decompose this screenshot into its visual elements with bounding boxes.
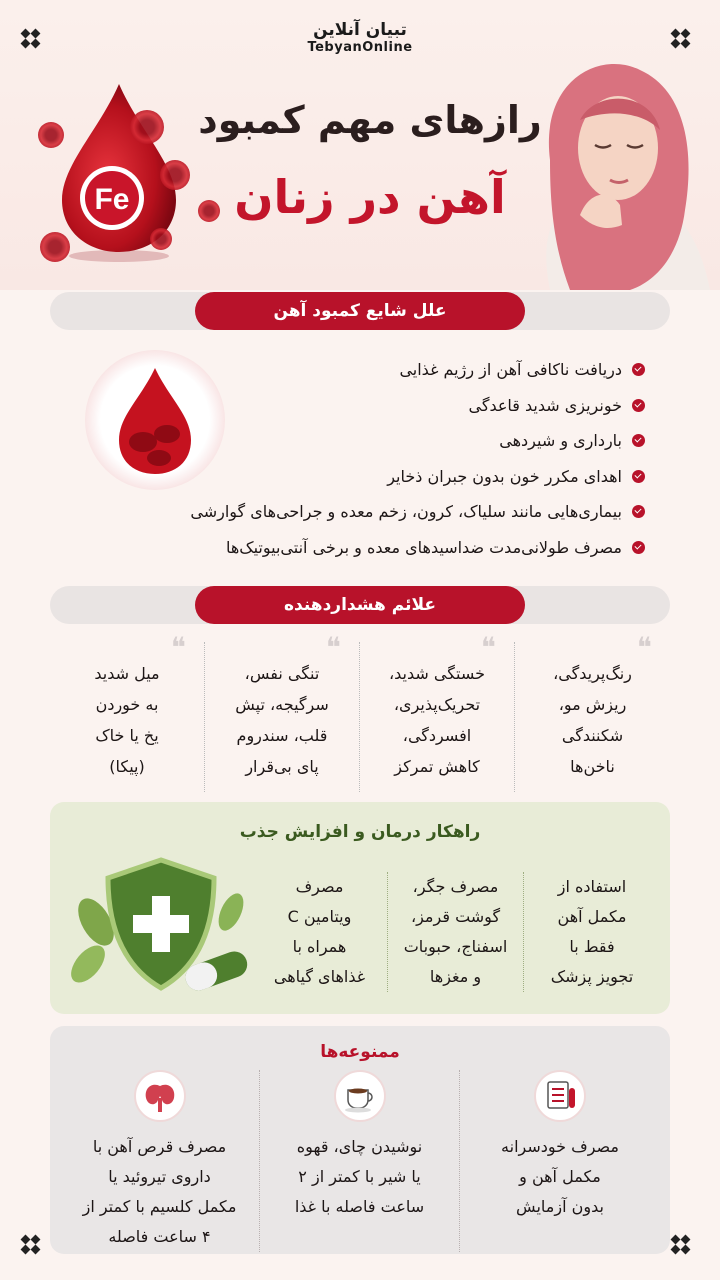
warning-sign-item: [50, 631, 205, 792]
causes-heading: علل شایع کمبود آهن: [195, 292, 525, 330]
warning-sign-text: تنگی نفس، سرگیجه، تپش قلب، سندروم پای بی‌قرار: [235, 664, 329, 776]
checklist-test-tube-icon: [534, 1070, 586, 1122]
forbidden-item: [460, 1070, 660, 1252]
list-item: [75, 388, 645, 424]
forbidden-item: [260, 1070, 460, 1252]
fe-symbol: Fe: [94, 183, 130, 216]
treatment-item: مصرف جگر، گوشت قرمز، اسفناج، حبوبات و مغزها: [388, 872, 524, 992]
thyroid-icon: [134, 1070, 186, 1122]
warning-sign-text: رنگ‌پریدگی، ریزش مو، شکنندگی ناخن‌ها: [553, 664, 632, 776]
red-blood-cell-icon: [150, 228, 172, 250]
cause-text: اهدای مکرر خون بدون جبران ذخایر: [387, 466, 622, 486]
list-item: [75, 530, 645, 566]
brand-name-fa: تبیان آنلاین: [313, 20, 407, 40]
warning-sign-item: [205, 631, 360, 792]
forbidden-heading: ممنوعه‌ها: [320, 1042, 400, 1062]
causes-section-bar: [50, 292, 670, 330]
red-blood-cell-icon: [40, 232, 70, 262]
page-title-line1: رازهای مهم کمبود: [198, 98, 542, 142]
forbidden-list: [60, 1070, 660, 1252]
list-item: [75, 494, 645, 530]
treatment-item: استفاده از مکمل آهن فقط با تجویز پزشک: [550, 877, 634, 986]
warning-sign-text: میل شدید به خوردن یخ یا خاک (پیکا): [94, 664, 160, 776]
list-item: [75, 423, 645, 459]
forbidden-text: مصرف قرص آهن با داروی تیروئید یا مکمل کلسیم با کمتر از ۴ ساعت فاصله: [82, 1137, 237, 1246]
check-bullet-icon: [632, 541, 645, 554]
quote-mark-icon: ❝: [170, 631, 186, 664]
forbidden-item: [60, 1070, 260, 1252]
cause-text: مصرف طولانی‌مدت ضداسیدهای معده و برخی آنتی‌بیوتیک‌ها: [225, 537, 622, 557]
list-item: [75, 352, 645, 388]
brand-name-en: TebyanOnline: [307, 40, 413, 55]
warning-sign-item: [515, 631, 670, 792]
cause-text: دریافت ناکافی آهن از رژیم غذایی: [399, 360, 622, 380]
quote-mark-icon: ❝: [636, 631, 652, 664]
header-banner: [0, 0, 720, 290]
list-item: [75, 459, 645, 495]
page-title-line2: آهن در زنان: [234, 170, 506, 224]
warning-sign-text: خستگی شدید، تحریک‌پذیری، افسردگی، کاهش تمرکز: [388, 664, 486, 776]
treatment-heading: راهکار درمان و افزایش جذب: [239, 822, 481, 842]
warnings-section-bar: [50, 586, 670, 624]
cause-text: بارداری و شیردهی: [499, 431, 622, 451]
corner-ornament-icon: [22, 30, 48, 56]
warnings-heading: علائم هشداردهنده: [195, 586, 525, 624]
woman-illustration: [510, 40, 710, 290]
warning-sign-item: [360, 631, 515, 792]
quote-mark-icon: ❝: [480, 631, 496, 664]
treatment-list: [250, 872, 660, 992]
warning-signs-grid: [50, 631, 670, 792]
corner-ornament-icon: [672, 1236, 698, 1262]
check-bullet-icon: [632, 399, 645, 412]
treatment-card: [50, 802, 670, 1014]
check-bullet-icon: [632, 434, 645, 447]
forbidden-card: [50, 1026, 670, 1254]
check-bullet-icon: [632, 470, 645, 483]
red-blood-cell-icon: [130, 110, 164, 144]
treatment-item: مصرف ویتامین C همراه با غذاهای گیاهی: [252, 872, 388, 992]
check-bullet-icon: [632, 363, 645, 376]
coffee-cup-icon: [334, 1070, 386, 1122]
forbidden-text: مصرف خودسرانه مکمل آهن و بدون آزمایش: [501, 1137, 619, 1216]
check-bullet-icon: [632, 505, 645, 518]
corner-ornament-icon: [672, 30, 698, 56]
forbidden-text: نوشیدن چای، قهوه یا شیر با کمتر از ۲ ساعت فاصله با غذا: [294, 1137, 425, 1216]
causes-list: [75, 352, 645, 565]
corner-ornament-icon: [22, 1236, 48, 1262]
cause-text: خونریزی شدید قاعدگی: [468, 395, 622, 415]
cause-text: بیماری‌هایی مانند سلیاک، کرون، زخم معده و جراحی‌های گوارشی: [190, 502, 622, 522]
quote-mark-icon: ❝: [325, 631, 341, 664]
red-blood-cell-icon: [38, 122, 64, 148]
red-blood-cell-icon: [160, 160, 190, 190]
health-shield-icon: [66, 852, 256, 1002]
